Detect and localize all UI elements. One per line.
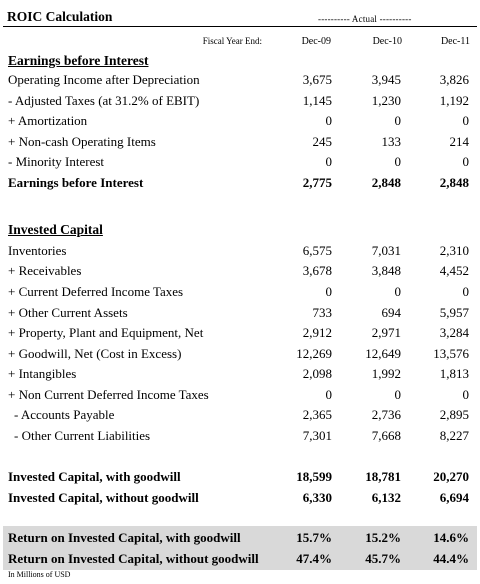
table-row-total xyxy=(0,467,480,487)
cell-value: 2,848 xyxy=(371,175,401,190)
cell-value: 0 xyxy=(325,284,332,299)
cell-value: 12,269 xyxy=(296,346,332,361)
row-label: Inventories xyxy=(8,243,67,258)
cell-value: 0 xyxy=(325,387,332,402)
row-label: + Other Current Assets xyxy=(8,305,128,320)
cell-value: 45.7% xyxy=(365,551,401,566)
cell-value: 2,365 xyxy=(302,407,332,422)
cell-value: 0 xyxy=(462,284,469,299)
cell-value: 0 xyxy=(325,154,332,169)
cell-value: 2,848 xyxy=(439,175,469,190)
row-label: - Adjusted Taxes (at 31.2% of EBIT) xyxy=(8,93,200,108)
actual-header: ---------- Actual ---------- xyxy=(318,14,412,24)
cell-value: 13,576 xyxy=(433,346,469,361)
cell-value: 3,284 xyxy=(439,325,469,340)
cell-value: 3,945 xyxy=(371,72,401,87)
table-row xyxy=(0,323,480,343)
table-row xyxy=(0,261,480,281)
row-label: + Property, Plant and Equipment, Net xyxy=(8,325,204,340)
cell-value: 7,031 xyxy=(371,243,401,258)
cell-value: 0 xyxy=(394,387,401,402)
table-row xyxy=(0,152,480,172)
table-row xyxy=(0,241,480,261)
table-row xyxy=(0,132,480,152)
row-label: + Receivables xyxy=(8,263,82,278)
row-label: + Non Current Deferred Income Taxes xyxy=(8,387,209,402)
row-label: - Accounts Payable xyxy=(14,407,115,422)
table-row xyxy=(0,385,480,405)
cell-value: 3,678 xyxy=(302,263,332,278)
cell-value: 18,781 xyxy=(365,469,401,484)
cell-value: 1,192 xyxy=(439,93,469,108)
section-heading-invested-capital: Invested Capital xyxy=(8,222,103,237)
row-label: + Goodwill, Net (Cost in Excess) xyxy=(8,346,182,361)
table-row xyxy=(0,70,480,90)
title-divider xyxy=(3,26,477,27)
row-label: Invested Capital, with goodwill xyxy=(8,469,181,484)
cell-value: 2,971 xyxy=(371,325,401,340)
cell-value: 3,675 xyxy=(302,72,332,87)
cell-value: 0 xyxy=(394,154,401,169)
cell-value: 6,575 xyxy=(302,243,332,258)
table-row-return xyxy=(0,528,480,548)
cell-value: 1,992 xyxy=(371,366,401,381)
cell-value: 0 xyxy=(462,387,469,402)
row-label: Earnings before Interest xyxy=(8,175,144,190)
cell-value: 1,145 xyxy=(302,93,332,108)
table-row-total xyxy=(0,488,480,508)
cell-value: 7,668 xyxy=(371,428,401,443)
cell-value: 3,848 xyxy=(371,263,401,278)
row-label: Operating Income after Depreciation xyxy=(8,72,200,87)
row-label: Return on Invested Capital, with goodwill xyxy=(8,530,241,545)
cell-value: 20,270 xyxy=(433,469,469,484)
cell-value: 44.4% xyxy=(433,551,469,566)
cell-value: 1,230 xyxy=(371,93,401,108)
page-title: ROIC Calculation xyxy=(7,9,113,24)
cell-value: 0 xyxy=(394,113,401,128)
cell-value: 15.7% xyxy=(296,530,332,545)
cell-value: 6,694 xyxy=(439,490,469,505)
row-label: Return on Invested Capital, without goodwill xyxy=(8,551,259,566)
cell-value: 6,132 xyxy=(371,490,401,505)
cell-value: 2,912 xyxy=(302,325,332,340)
table-row xyxy=(0,344,480,364)
cell-value: 2,736 xyxy=(371,407,401,422)
table-row-total xyxy=(0,173,480,193)
fiscal-year-label: Fiscal Year End: xyxy=(202,36,262,46)
cell-value: 5,957 xyxy=(439,305,469,320)
cell-value: 18,599 xyxy=(296,469,332,484)
cell-value: 8,227 xyxy=(439,428,469,443)
table-row xyxy=(0,91,480,111)
cell-value: 733 xyxy=(312,305,332,320)
row-label: + Current Deferred Income Taxes xyxy=(8,284,184,299)
row-label: - Other Current Liabilities xyxy=(14,428,151,443)
row-label: Invested Capital, without goodwill xyxy=(8,490,199,505)
cell-value: 47.4% xyxy=(296,551,332,566)
cell-value: 2,775 xyxy=(302,175,332,190)
row-label: + Intangibles xyxy=(8,366,77,381)
cell-value: 14.6% xyxy=(433,530,469,545)
table-row xyxy=(0,303,480,323)
column-header: Dec-10 xyxy=(372,36,402,47)
table-row xyxy=(0,364,480,384)
cell-value: 0 xyxy=(325,113,332,128)
footnote: In Millions of USD xyxy=(8,570,71,579)
cell-value: 245 xyxy=(312,134,332,149)
cell-value: 12,649 xyxy=(365,346,401,361)
cell-value: 7,301 xyxy=(302,428,332,443)
cell-value: 0 xyxy=(462,113,469,128)
cell-value: 133 xyxy=(381,134,401,149)
cell-value: 1,813 xyxy=(439,366,469,381)
column-header: Dec-09 xyxy=(301,36,331,47)
cell-value: 2,310 xyxy=(439,243,469,258)
row-label: + Amortization xyxy=(8,113,88,128)
table-row xyxy=(0,282,480,302)
row-label: - Minority Interest xyxy=(8,154,105,169)
cell-value: 15.2% xyxy=(365,530,401,545)
cell-value: 694 xyxy=(381,305,401,320)
table-row-return xyxy=(0,549,480,569)
table-row xyxy=(0,405,480,425)
row-label: + Non-cash Operating Items xyxy=(8,134,156,149)
cell-value: 4,452 xyxy=(439,263,469,278)
cell-value: 6,330 xyxy=(302,490,332,505)
cell-value: 2,098 xyxy=(302,366,332,381)
section-heading-ebi: Earnings before Interest xyxy=(8,53,149,68)
cell-value: 0 xyxy=(394,284,401,299)
cell-value: 2,895 xyxy=(439,407,469,422)
cell-value: 214 xyxy=(449,134,469,149)
cell-value: 0 xyxy=(462,154,469,169)
table-row xyxy=(0,426,480,446)
table-row xyxy=(0,111,480,131)
column-header: Dec-11 xyxy=(440,36,470,47)
cell-value: 3,826 xyxy=(439,72,469,87)
